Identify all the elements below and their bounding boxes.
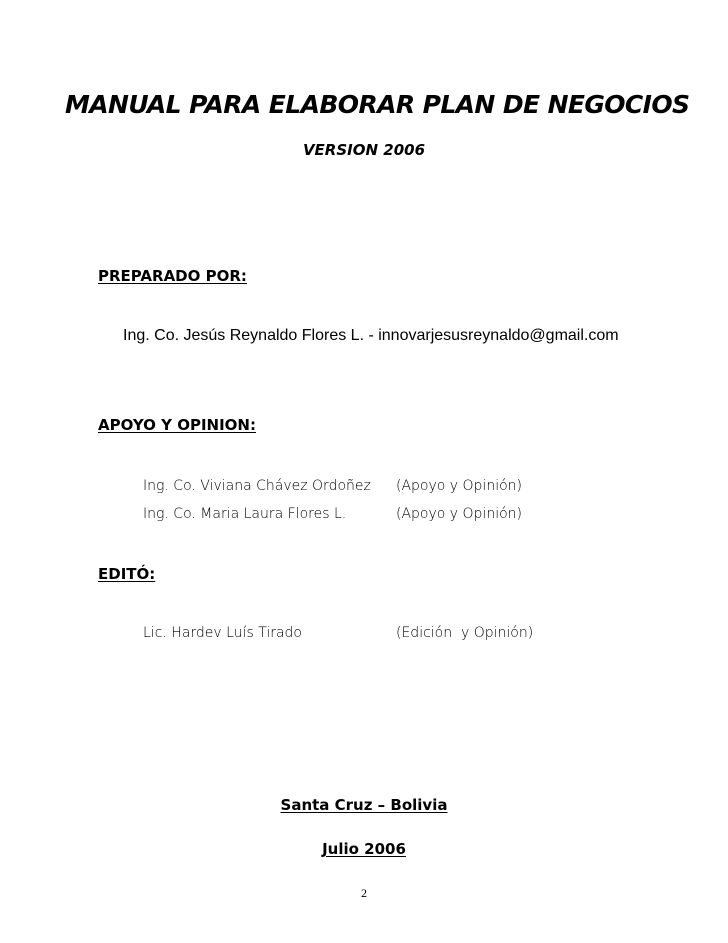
editor-name: Lic. Hardev Luís Tirado [143,625,302,641]
edited-heading: EDITÓ: [98,565,156,583]
support-person-name: Ing. Co. Maria Laura Flores L. [143,506,347,522]
editor-role: (Edición y Opinión) [396,625,534,641]
support-person-role: (Apoyo y Opinión) [396,478,522,494]
support-heading: APOYO Y OPINION: [98,416,256,434]
footer-place: Santa Cruz – Bolivia [280,796,448,814]
author-line: Ing. Co. Jesús Reynaldo Flores L. - innovarjesusreynaldo@gmail.com [123,327,619,344]
support-person-name: Ing. Co. Viviana Chávez Ordoñez [143,478,371,494]
prepared-by-heading: PREPARADO POR: [98,267,247,285]
page-number: 2 [361,886,367,900]
support-person-role: (Apoyo y Opinión) [396,506,522,522]
document-title: MANUAL PARA ELABORAR PLAN DE NEGOCIOS [65,90,690,119]
document-version: VERSION 2006 [302,141,426,159]
footer-date: Julio 2006 [322,840,406,858]
